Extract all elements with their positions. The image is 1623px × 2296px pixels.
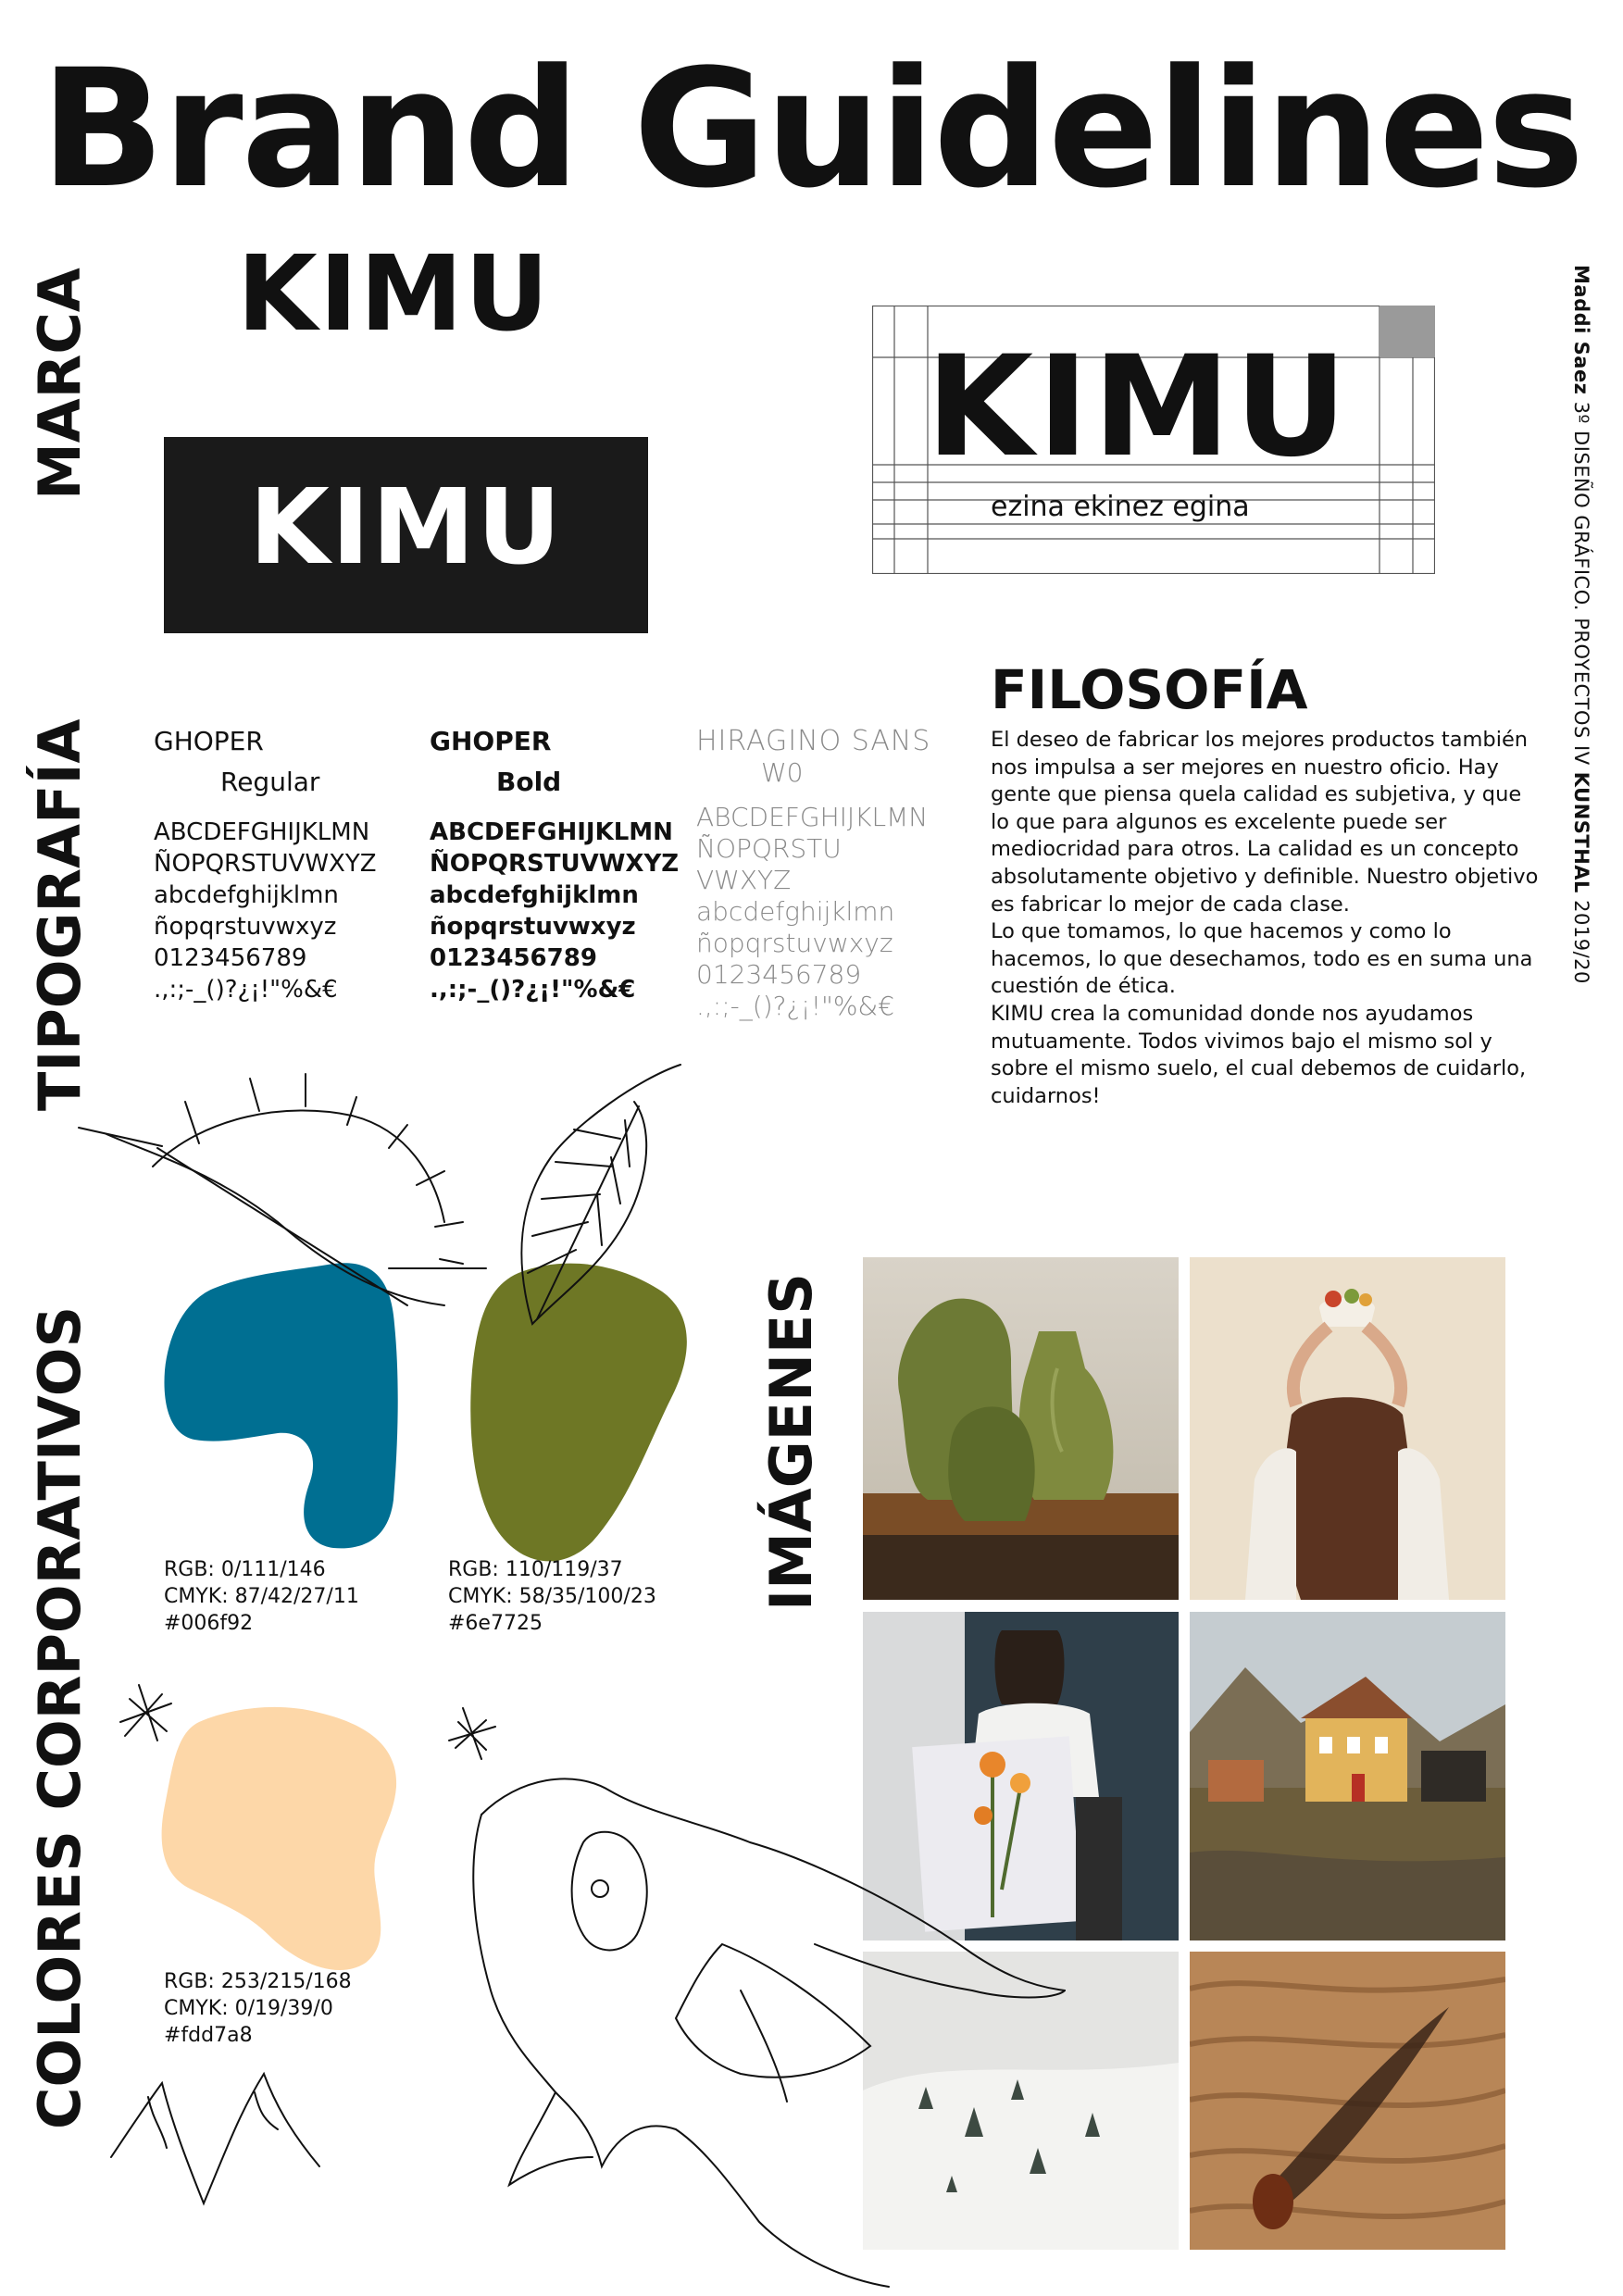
section-label-colores: COLORES CORPORATIVOS (26, 1305, 94, 2129)
rgb-value: RGB: 253/215/168 (164, 1970, 352, 1993)
filosofia-title: FILOSOFÍA (991, 658, 1308, 721)
glyph-line: .,:;-_()?¿¡!"%&€ (696, 991, 895, 1021)
glyph-line: abcdefghijklmn (154, 881, 339, 909)
image-house-landscape (1190, 1612, 1505, 1940)
image-green-vases (863, 1257, 1179, 1600)
filosofia-paragraph: KIMU crea la comunidad donde nos ayudamos mutuamente. Todos vivimos bajo el mismo sol y sobre el mismo suelo, el cual debemos de cuidarlo, cuidarnos! (991, 1001, 1527, 1108)
cmyk-value: CMYK: 58/35/100/23 (448, 1585, 656, 1608)
image-woman-bowl (1190, 1257, 1505, 1600)
font-weight: W0 (761, 757, 804, 788)
glyph-line: ABCDEFGHIJKLMN (154, 818, 370, 846)
credit-year: 2019/20 (1570, 900, 1592, 984)
font-name: HIRAGINO SANS (696, 725, 931, 757)
swatch-peach-label (164, 1968, 352, 2049)
page-title: Brand Guidelines (40, 34, 1583, 224)
glyph-line: 0123456789 (696, 959, 862, 990)
logo-inverted: KIMU (249, 468, 563, 588)
rgb-value: RGB: 110/119/37 (448, 1558, 623, 1581)
credit-author: Maddi Saez (1570, 265, 1592, 395)
section-label-imagenes: IMÁGENES (757, 1273, 825, 1611)
filosofia-paragraph: Lo que tomamos, lo que hacemos y como lo hacemos, lo que desechamos, todo es en suma una cuestión de ética. (991, 919, 1533, 999)
swatch-blue-label (164, 1556, 359, 1637)
hex-value: #006f92 (164, 1612, 254, 1635)
logo-tagline: ezina ekinez egina (991, 491, 1250, 523)
glyph-line: 0123456789 (430, 944, 597, 972)
font-weight: Bold (496, 767, 562, 797)
section-label-marca: MARCA (26, 268, 94, 500)
glyph-line: ÑOPQRSTUVWXYZ (154, 850, 377, 878)
font-weight: Regular (220, 767, 320, 797)
glyph-line: abcdefghijklmn (430, 881, 639, 909)
glyph-line: .,:;-_()?¿¡!"%&€ (430, 976, 636, 1004)
logo-grid-wordmark: KIMU (926, 327, 1352, 488)
filosofia-paragraph: El deseo de fabricar los mejores productos también nos impulsa a ser mejores en nuestro oficio. Hay gente que piensa quela calidad es subjetiva, y que lo que para algunos es excelente puede ser mediocridad para otros. La calidad es un concepto absolutamente objetivo y definible. Nuestro objetivo es fabricar lo mejor de cada clase. (991, 728, 1539, 917)
glyph-line: ÑOPQRSTUVWXYZ (430, 850, 680, 878)
swatch-peach (162, 1707, 396, 1970)
logo-plain: KIMU (237, 234, 551, 355)
cmyk-value: CMYK: 0/19/39/0 (164, 1997, 333, 2020)
glyph-line: .,:;-_()?¿¡!"%&€ (154, 976, 338, 1004)
glyph-line: ÑOPQRSTU (696, 833, 842, 864)
rgb-value: RGB: 0/111/146 (164, 1558, 326, 1581)
swatch-blue (164, 1263, 397, 1548)
swatch-green (470, 1264, 687, 1562)
section-label-tipografia: TIPOGRAFÍA (26, 718, 94, 1111)
glyph-line: ABCDEFGHIJKLMN (696, 802, 929, 832)
glyph-line: ñopqrstuvwxyz (696, 928, 893, 958)
font-name: GHOPER (154, 726, 264, 756)
swatch-green-label (448, 1556, 656, 1637)
font-name: GHOPER (430, 726, 552, 756)
image-snowy-hills (863, 1952, 1179, 2250)
image-woman-flowers (863, 1612, 1179, 1940)
glyph-line: ñopqrstuvwxyz (154, 913, 337, 941)
glyph-line: abcdefghijklmn (696, 896, 895, 927)
cmyk-value: CMYK: 87/42/27/11 (164, 1585, 359, 1608)
credit-course: 3º DISEÑO GRÁFICO. PROYECTOS IV (1570, 401, 1592, 766)
hex-value: #6e7725 (448, 1612, 543, 1635)
hex-value: #fdd7a8 (164, 2024, 253, 2047)
glyph-line: ABCDEFGHIJKLMN (430, 818, 673, 846)
credit-project: KUNSTHAL (1570, 771, 1592, 893)
glyph-line: VWXYZ (696, 865, 792, 895)
glyph-line: ñopqrstuvwxyz (430, 913, 636, 941)
glyph-line: 0123456789 (154, 944, 307, 972)
image-sand-dunes (1190, 1952, 1505, 2250)
